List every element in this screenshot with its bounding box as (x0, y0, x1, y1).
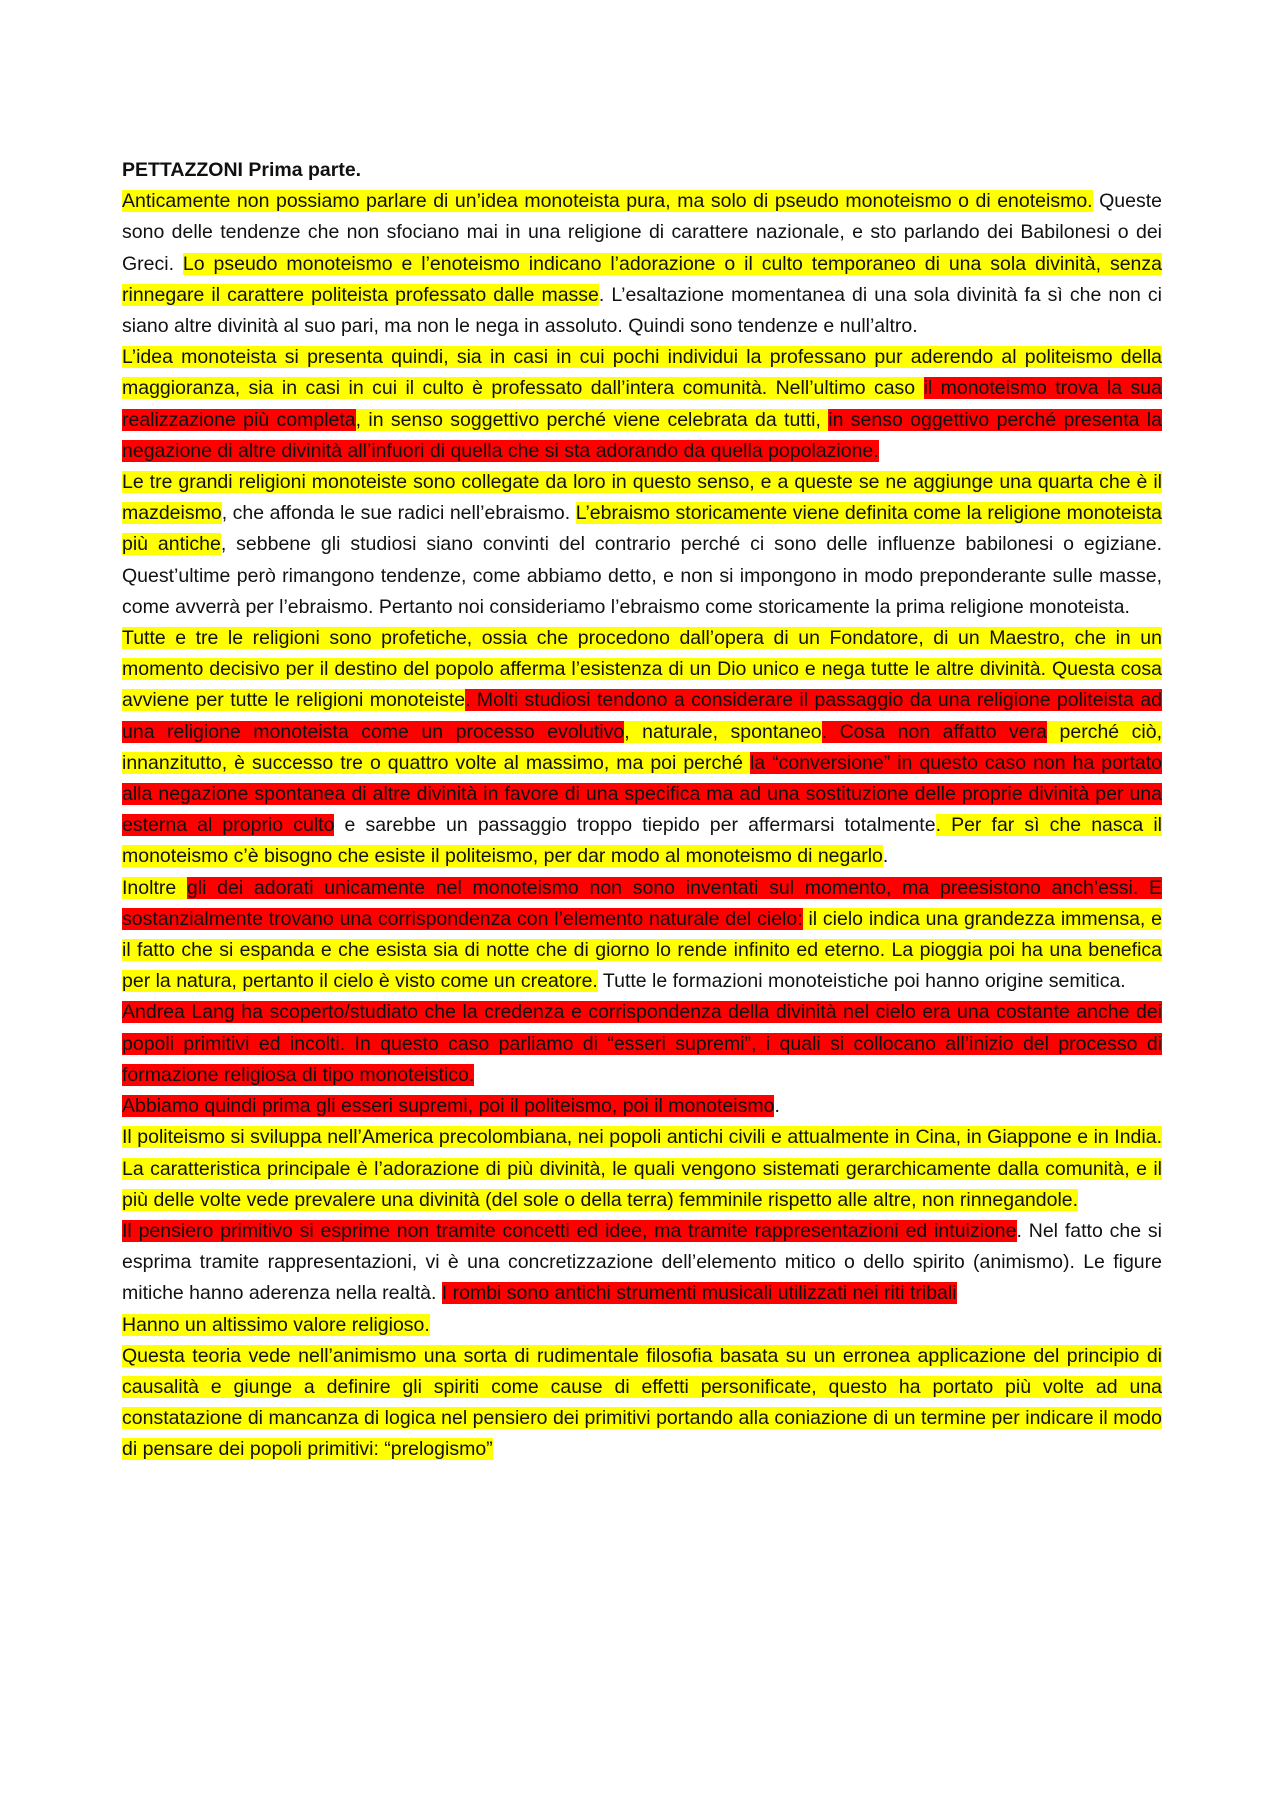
highlight-yellow-text: L’ebraismo storicamente viene definita come la religione monoteista più antiche (122, 502, 1162, 556)
highlight-yellow-text: Hanno un altissimo valore religioso. (122, 1313, 430, 1336)
plain-text: Queste sono delle tendenze che non sfociano mai in una religione di carattere nazionale, e sto parlando dei Babilonesi o dei Greci. (122, 190, 1162, 275)
highlight-yellow-text: . Per far sì che nasca il monoteismo c’è bisogno che esiste il politeismo, per dar modo al monoteismo di negarlo (122, 814, 1162, 868)
paragraph (122, 1216, 1162, 1310)
highlight-yellow-text: Questa teoria vede nell’animismo una sorta di rudimentale filosofia basata su un erronea applicazione del principio di causalità e giunge a definire gli spiriti come cause di effetti personificate, questo ha portato più volte ad una constatazione di mancanza di logica nel pensiero dei primitivi portando alla coniazione di un termine per indicare il modo di pensare dei popoli primitivi: “prelogismo” (122, 1344, 1162, 1461)
paragraph (122, 1341, 1162, 1466)
plain-text: , sebbene gli studiosi siano convinti del contrario perché ci sono delle influenze babilonesi o egiziane. Quest’ultime però rimangono tendenze, come abbiamo detto, e non si impongono in modo preponderante sulle masse, come avverrà per l’ebraismo. Pertanto noi consideriamo l’ebraismo come storicamente la prima religione monoteista. (122, 533, 1162, 618)
highlight-red-text: il monoteismo trova la sua realizzazione più completa (122, 377, 1162, 431)
paragraph (122, 342, 1162, 467)
highlight-red-text: . Molti studiosi tendono a considerare il passaggio da una religione politeista ad una religione monoteista come un processo evolutivo (122, 689, 1162, 743)
highlight-yellow-text: Lo pseudo monoteismo e l’enoteismo indicano l’adorazione o il culto temporaneo di una sola divinità, senza rinnegare il carattere politeista professato dalle masse (122, 252, 1162, 306)
paragraph (122, 467, 1162, 623)
paragraph (122, 186, 1162, 342)
paragraph (122, 997, 1162, 1091)
highlight-yellow-text: Le tre grandi religioni monoteiste sono collegate da loro in questo senso, e a queste se ne aggiunge una quarta che è il mazdeismo (122, 471, 1162, 525)
highlight-yellow-text: , in senso soggettivo perché viene celebrata da tutti, (355, 408, 829, 431)
highlight-red-text: la “conversione” in questo caso non ha portato alla negazione spontanea di altre divinità in favore di una specifica ma ad una sostituzione delle proprie divinità per una esterna al proprio culto (122, 751, 1162, 837)
highlight-yellow-text: il cielo indica una grandezza immensa, e il fatto che si espanda e che esista sia di notte che di giorno lo rende infinito ed eterno. La pioggia poi ha una benefica per la natura, pertanto il cielo è visto come un creatore. (122, 907, 1162, 993)
highlight-yellow-text: Anticamente non possiamo parlare di un’idea monoteista pura, ma solo di pseudo monoteismo o di enoteismo. (122, 190, 1093, 213)
highlight-yellow-text: L’idea monoteista si presenta quindi, sia in casi in cui pochi individui la professano pur aderendo al politeismo della maggioranza, sia in casi in cui il culto è professato dall’intera comunità. Nell’ultimo caso (122, 346, 1162, 400)
paragraph (122, 1122, 1162, 1216)
highlight-red-text: Andrea Lang ha scoperto/studiato che la credenza e corrispondenza della divinità nel cielo era una costante anche dei popoli primitivi ed incolti. In questo caso parliamo di “esseri supremi”, i quali si collocano all’inizio del processo di formazione religiosa di tipo monoteistico. (122, 1001, 1162, 1086)
plain-text: . (774, 1095, 780, 1118)
highlight-yellow-text: perché ciò, innanzitutto, è successo tre o quattro volte al massimo, ma poi perché (122, 720, 1163, 774)
highlight-yellow-text: Tutte e tre le religioni sono profetiche, ossia che procedono dall’opera di un Fondatore, di un Maestro, che in un momento decisivo per il destino del popolo afferma l’esistenza di un Dio unico e nega tutte le altre divinità. Questa cosa avviene per tutte le religioni monoteiste (122, 627, 1162, 712)
highlight-yellow-text: Il politeismo si sviluppa nell’America precolombiana, nei popoli antichi civili e attualmente in Cina, in Giappone e in India. La caratteristica principale è l’adorazione di più divinità, le quali vengono sistemati gerarchicamente dalla comunità, e il più delle volte vede prevalere una divinità (del sole o della terra) femminile rispetto alle altre, non rinnegandole. (122, 1126, 1162, 1211)
plain-text: e sarebbe un passaggio troppo tiepido per affermarsi totalmente (334, 814, 936, 837)
document-body (122, 155, 1162, 1466)
plain-text: . (882, 845, 889, 868)
highlight-yellow-text: , naturale, spontaneo (624, 720, 822, 743)
document-title: PETTAZZONI Prima parte. (122, 159, 362, 181)
highlight-red-text: I rombi sono antichi strumenti musicali utilizzati nei riti tribali (441, 1282, 957, 1305)
highlight-red-text: Il pensiero primitivo si esprime non tramite concetti ed idee, ma tramite rappresentazioni ed intuizione (122, 1219, 1017, 1242)
plain-text: , che affonda le sue radici nell’ebraismo. (221, 502, 576, 525)
paragraph (122, 873, 1162, 998)
plain-text: . Nel fatto che si esprima tramite rappresentazioni, vi è una concretizzazione dell’elemento mitico o dello spirito (animismo). Le figure mitiche hanno aderenza nella realtà. (122, 1219, 1162, 1305)
plain-text: Tutte le formazioni monoteistiche poi hanno origine semitica. (597, 970, 1126, 993)
highlight-yellow-text: Inoltre (122, 876, 187, 899)
paragraph (122, 1310, 1162, 1341)
highlight-red-text: in senso oggettivo perché presenta la negazione di altre divinità all’infuori di quella che si sta adorando da quella popolazione. (122, 408, 1162, 462)
paragraph (122, 1091, 1162, 1122)
highlight-red-text: . Cosa non affatto vera (821, 720, 1047, 743)
paragraphs-container (122, 186, 1162, 1465)
paragraph (122, 623, 1162, 873)
highlight-red-text: gli dei adorati unicamente nel monoteismo non sono inventati sul momento, ma preesistono anch’essi. E sostanzialmente trovano una corrispondenza con l’elemento naturale del cielo: (122, 876, 1162, 930)
plain-text: . L’esaltazione momentanea di una sola divinità fa sì che non ci siano altre divinità al suo pari, ma non le nega in assoluto. Quindi sono tendenze e null’altro. (122, 283, 1162, 338)
highlight-red-text: Abbiamo quindi prima gli esseri supremi, poi il politeismo, poi il monoteismo (122, 1095, 775, 1118)
